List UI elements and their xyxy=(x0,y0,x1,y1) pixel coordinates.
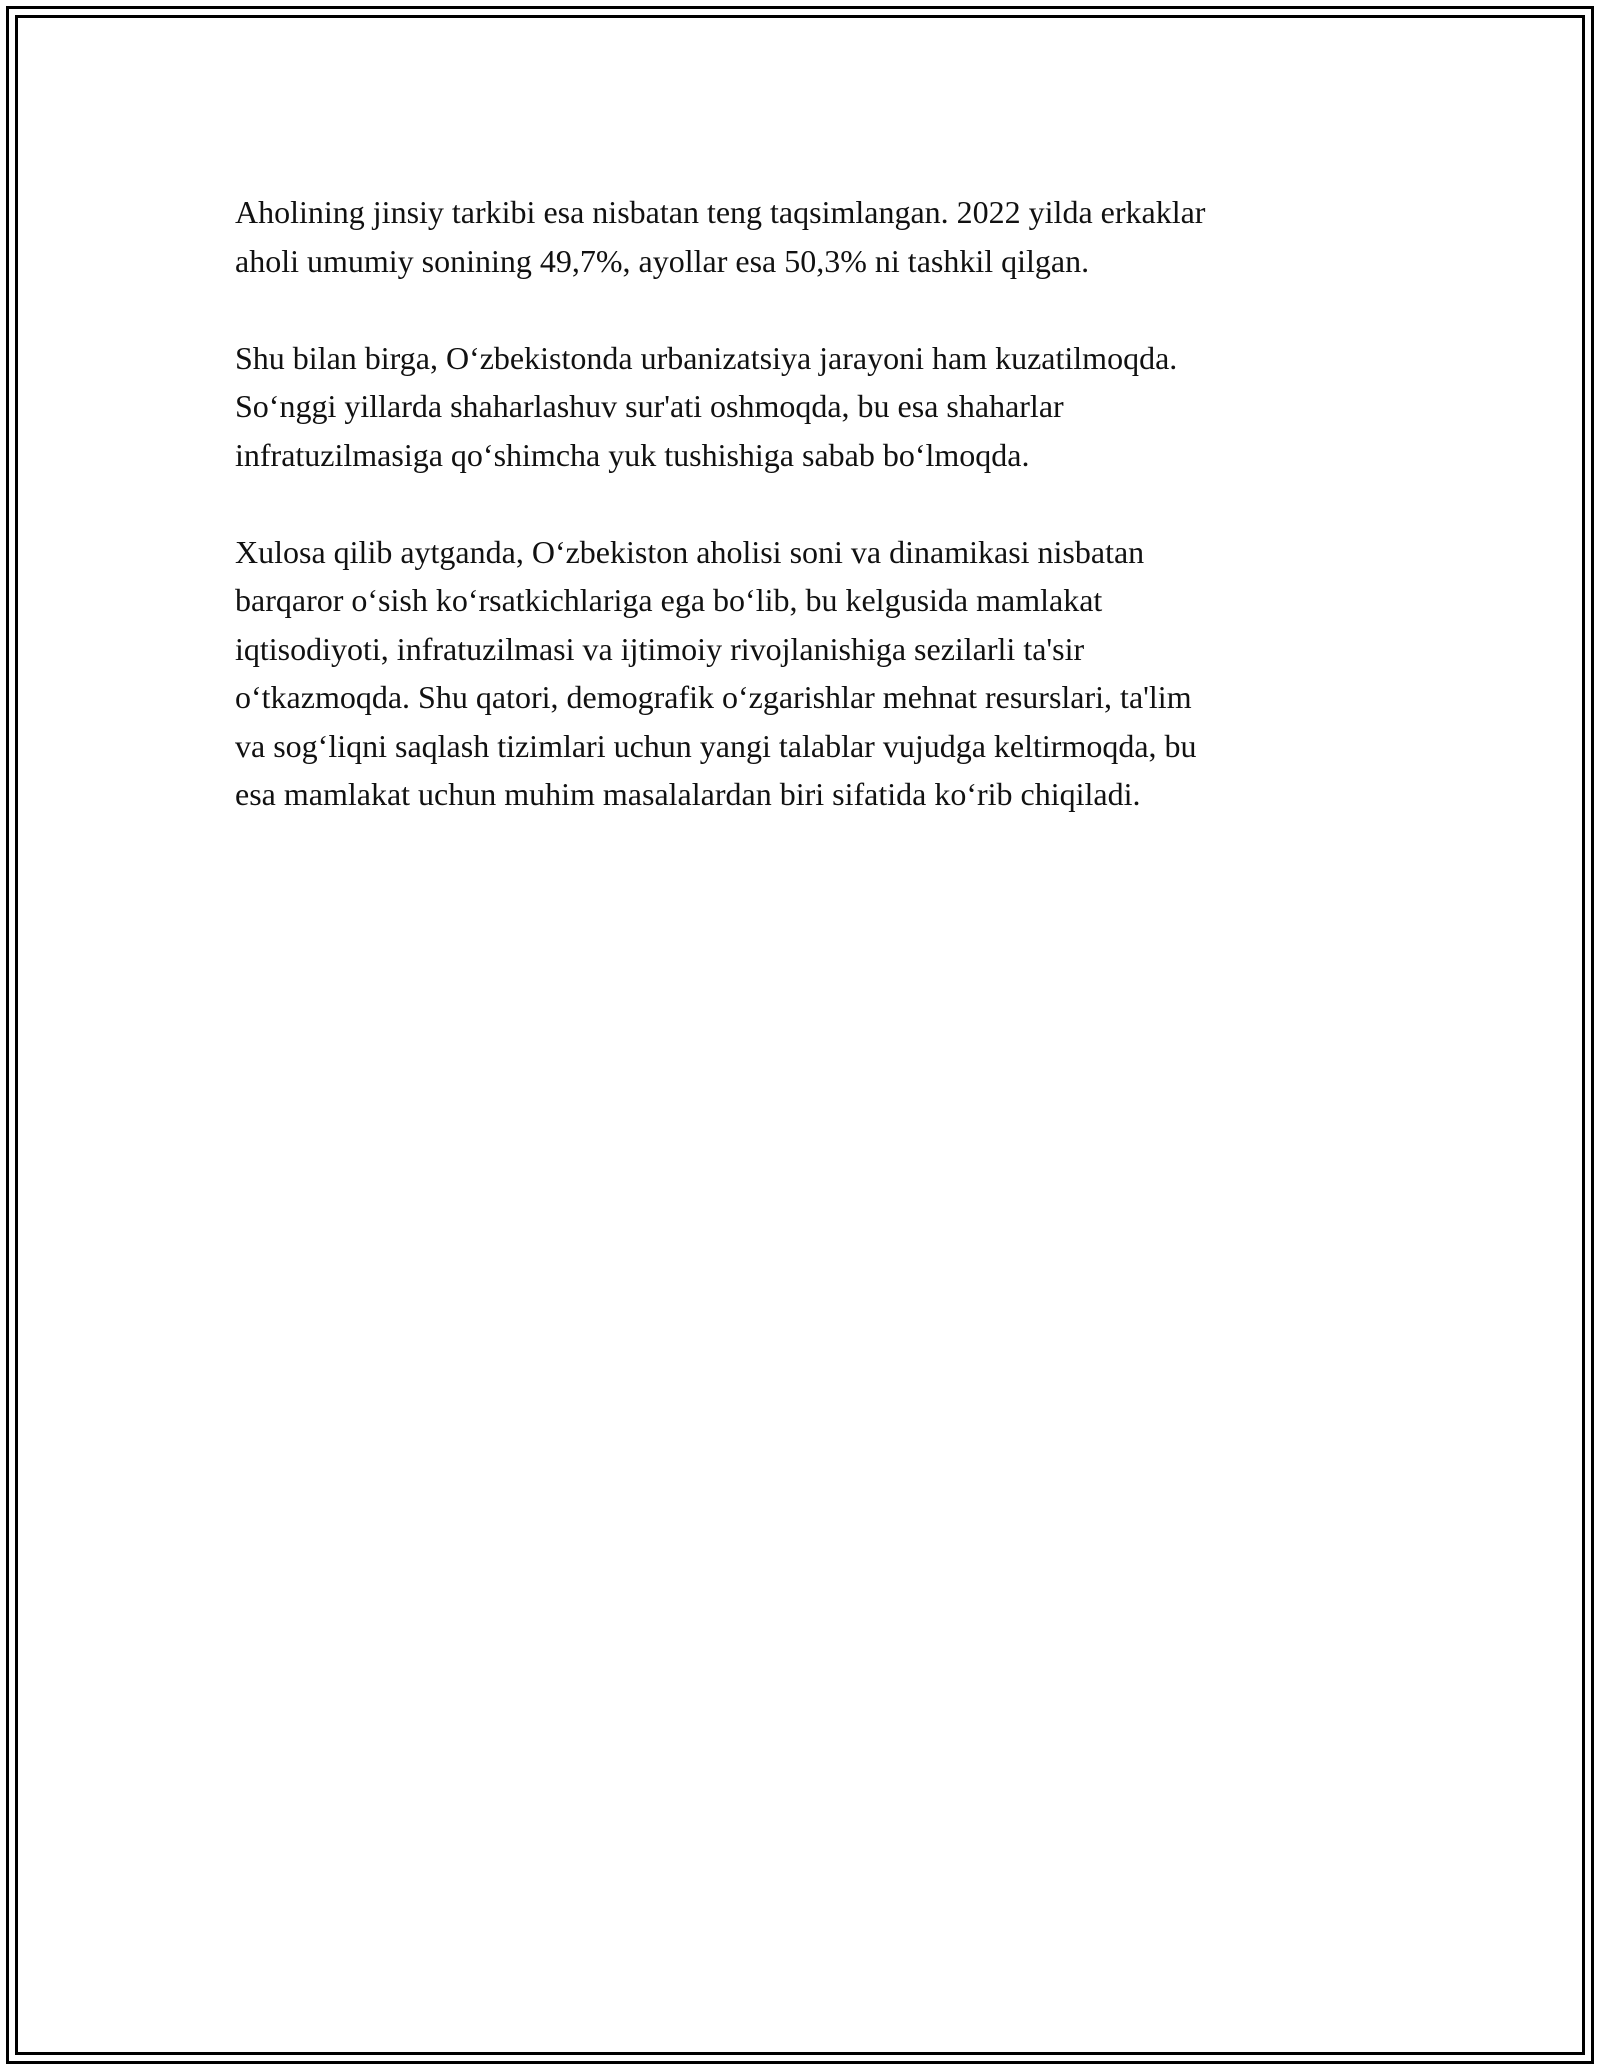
document-body xyxy=(235,188,1365,867)
paragraph-conclusion: Xulosa qilib aytganda, O‘zbekiston aholisi soni va dinamikasi nisbatan barqaror o‘sish ko‘rsatkichlariga ega bo‘lib, bu kelgusida mamlakat iqtisodiyoti, infratuzilmasi va ijtimoiy rivojlanishiga sezilarli ta'sir o‘tkazmoqda. Shu qatori, demografik o‘zgarishlar mehnat resurslari, ta'lim va sog‘liqni saqlash tizimlari uchun yangi talablar vujudga keltirmoqda, bu esa mamlakat uchun muhim masalalardan biri sifatida ko‘rib chiqiladi. xyxy=(235,533,1197,812)
paragraph-urbanization: Shu bilan birga, O‘zbekistonda urbanizatsiya jarayoni ham kuzatilmoqda. So‘nggi yillarda shaharlashuv sur'ati oshmoqda, bu esa shaharlar infratuzilmasiga qo‘shimcha yuk tushishiga sabab bo‘lmoqda. xyxy=(235,339,1178,473)
paragraph-gender-composition: Aholining jinsiy tarkibi esa nisbatan teng taqsimlangan. 2022 yilda erkaklar aholi umumiy sonining 49,7%, ayollar esa 50,3% ni tashkil qilgan. xyxy=(235,194,1206,279)
